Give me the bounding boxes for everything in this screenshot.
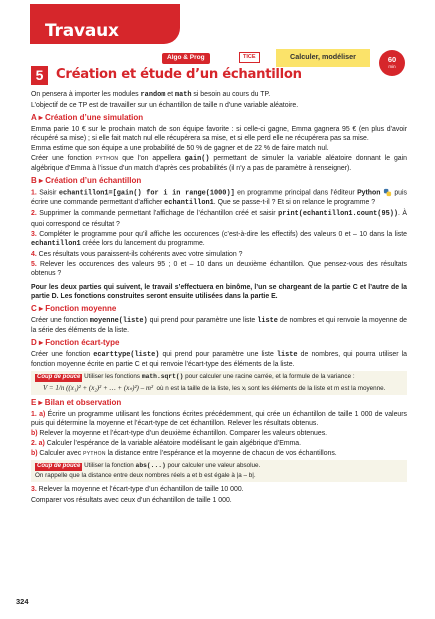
section-title: Création et étude d’un échantillon [56, 67, 302, 82]
section-header [31, 63, 407, 85]
duration-unit: min [388, 63, 396, 69]
part-a-p2: Emma estime que son équipe a une probabilité de 50 % de gagner et de 22 % de faire match nul. [31, 144, 329, 152]
part-b-item3: 3. Compléter le programme pour qu’il affiche les occurences (c’est-à-dire les effectifs) des valeurs 0 et – 10 dans la liste echantillon1 créée lors du lancement du programme. [31, 230, 407, 248]
part-b-item2: 2. Supprimer la commande permettant l’affichage de l’échantillon créé et saisir print(echantillon1.count(95)). À quoi correspond ce résultat ? [31, 210, 407, 228]
algo-prog-tag: Algo & Prog [162, 53, 210, 64]
banner-title: Travaux pratiques [45, 21, 136, 64]
formula-note: où n est la taille de la liste, les xᵢ sont les éléments de la liste et m est la moyenne. [156, 384, 386, 392]
duration-value: 60 [387, 55, 397, 64]
part-b-item1: 1. Saisir echantillon1=[gain() for i in range(1000)] en programme principal dans l’éditeur Python puis écrire une commande permettant d’afficher echantillon1. Que se passe-t-il ? Et si on relance le programme ? [31, 189, 407, 208]
part-c-heading: C ▸ Fonction moyenne [31, 304, 117, 314]
variance-formula: V = 1/n ((x₁)² + (x₂)² + … + (xₙ)²) – m² [43, 383, 154, 392]
part-a-p3: Créer une fonction PYTHON que l’on appellera gain() permettant de simuler la variable aléatoire donnant le gain algébrique d’Emma à l’issue d’un match d’après ces probabilités (il n’y a pas de paramètre à renseigner). [31, 155, 407, 173]
python-logo-icon [383, 188, 392, 197]
part-b-heading: B ▸ Création d’un échantillon [31, 176, 142, 186]
part-d-hint: Coup de pouce Utiliser les fonctions math.sqrt() pour calculer une racine carrée, et la formule de la variance : V = 1/n ((x₁)² + (x₂)² + … + (xₙ)²) – m² où n est la taille de la liste, les xᵢ sont les éléments de la liste et m est la moyenne. [31, 371, 407, 395]
part-e-item2a: 2. a) Calculer l’espérance de la variable aléatoire modélisant le gain algébrique d’Emma. [31, 440, 302, 447]
tice-tag: TICE [239, 52, 260, 63]
part-a-p1: Emma parie 10 € sur le prochain match de son équipe favorite : si celle-ci gagne, Emma gagnera 95 € (en plus d’avoir récupéré sa mise) ; si elle fait match nul elle récupérera sa mise, et si elle perd elle ne récupérera pas sa mise. [31, 125, 407, 142]
part-c-p1: Créer une fonction moyenne(liste) qui prend pour paramètre une liste liste de nombres et qui renvoie la moyenne de la série des éléments de la liste. [31, 316, 407, 335]
hint-tag: Coup de pouce [37, 463, 81, 470]
part-e-heading: E ▸ Bilan et observation [31, 398, 122, 408]
part-b-item5: 5. Relever les occurences des valeurs 95 ; 0 et – 10 dans un deuxième échantillon. Que pensez-vous des résultats obtenus ? [31, 260, 407, 278]
intro-modules: On pensera à importer les modules random et math si besoin au cours du TP. [31, 91, 271, 99]
hint-tag: Coup de pouce [37, 373, 81, 380]
part-e-item3: 3. Relever la moyenne et l’écart-type d’un échantillon de taille 10 000. [31, 486, 244, 494]
chapter-banner [30, 4, 180, 64]
part-d-heading: D ▸ Fonction écart-type [31, 338, 120, 348]
skill-tag: Calculer, modéliser [276, 49, 370, 67]
part-e-item2b: b) Calculer avec PYTHON la distance entre l’espérance et la moyenne de chacun de vos échantillons. [31, 450, 337, 458]
part-e-item1a: 1. a) Écrire un programme utilisant les fonctions écrites précédemment, qui crée un échantillon de taille 1 000 de valeurs puis qui détermine la moyenne et l’écart-type de cet échantillon. Relever les résultats obtenus. [31, 410, 407, 427]
transition-text: Pour les deux parties qui suivent, le travail s’effectuera en binôme, l’un se chargeant de la partie C et l’autre de la partie D. Les fonctions construites seront ensuite utilisées dans la partie E. [31, 284, 407, 301]
part-d-p1: Créer une fonction ecarttype(liste) qui prend pour paramètre une liste liste de nombres, qui pourra utiliser la fonction moyenne écrite en partie C et qui renvoie l’écart-type des éléments de la liste. [31, 350, 408, 368]
part-e-item1b: b) Relever la moyenne et l’écart-type d’un deuxième échantillon. Comparer les valeurs obtenues. [31, 429, 328, 437]
part-a-heading: A ▸ Création d’une simulation [31, 113, 144, 123]
section-number: 5 [31, 66, 48, 85]
intro-objective: L’objectif de ce TP est de travailler sur un échantillon de taille n d’une variable aléatoire. [31, 102, 299, 110]
page-number: 324 [16, 597, 29, 606]
part-e-hint: Coup de pouce Utiliser la fonction abs(...) pour calculer une valeur absolue. On rappelle que la distance entre deux nombres réels a et b est égale à |a – b|. [31, 460, 407, 482]
tp-content [31, 90, 407, 506]
part-b-item4: 4. Ces résultats vous paraissent-ils cohérents avec votre simulation ? [31, 250, 243, 258]
distance-reminder: On rappelle que la distance entre deux nombres réels a et b est égale à |a – b|. [35, 472, 256, 480]
part-e-item3-b: Comparer vos résultats avec ceux d’un échantillon de taille 1 000. [31, 496, 232, 504]
